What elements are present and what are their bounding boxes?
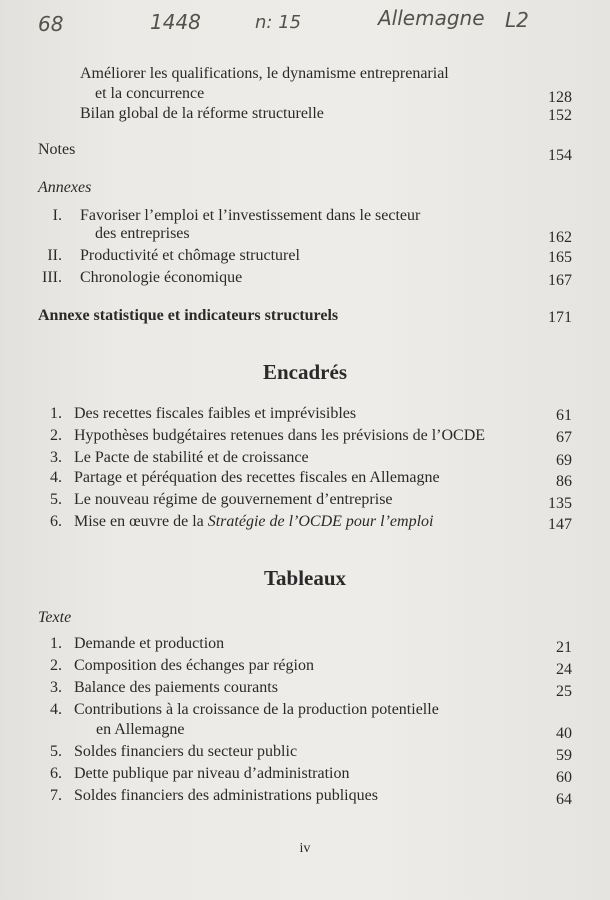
- handwritten-number: n: 15: [255, 12, 302, 33]
- handwritten-annotation: [0, 6, 610, 46]
- page-ref: 135: [548, 495, 572, 512]
- page-ref: 152: [548, 107, 572, 124]
- section-heading-tableaux: Tableaux: [263, 566, 347, 590]
- page-ref: 67: [556, 429, 572, 446]
- document-page: 68 1448 n: 15 Allemagne L2 Améliorer les qualifications, le dynamisme entreprenarial et la concurrence 128 Bilan global de la réforme structurelle 152 Notes 154 Annexes I. Favoriser l’emploi et l’investissement dans le secteur des entreprises 162 II. Productivité et chômage structurel 165 III. Chronologie économique 167 Annexe statistique et indicateurs structurels 171 Encadrés 1. Des recettes fiscales faibles et imprévisibles 61 2. Hypothèses budgétaires retenues dans les prévisions de l’OCDE 67 3. Le Pacte de stabilité et de croissance 69 4. Partage et péréquation des recettes fiscales en Allemagne 86 5. Le nouveau régime de gouvernement d’entreprise 135 6. Mise en œuvre de la Stratégie de l’OCDE pour l’emploi 147 Tableaux Texte 1. Demande et production 21 2. Composition des échanges par région 24 3. Balance des paiements courants 25 4. Contributions à la croissance de la production potentielle en Allemagne 40 5. Soldes financiers du secteur public 59 6. Dette publique par niveau d’administration 60 7. Soldes financiers des administrations publiques 64 iv: [0, 0, 610, 900]
- handwritten-ref: 68: [38, 12, 64, 36]
- page-ref: 24: [556, 661, 572, 678]
- page-ref: 128: [548, 89, 572, 106]
- page-ref: 147: [548, 516, 572, 533]
- page-ref: 154: [548, 147, 572, 164]
- section-heading-encadres: Encadrés: [263, 360, 347, 384]
- handwritten-country: Allemagne: [378, 6, 485, 30]
- page-ref: 86: [556, 473, 572, 490]
- page-ref: 69: [556, 452, 572, 469]
- handwritten-year: 1448: [150, 10, 201, 34]
- page-ref: 40: [556, 725, 572, 742]
- page-ref: 165: [548, 249, 572, 266]
- page-ref: 25: [556, 683, 572, 700]
- page-ref: 59: [556, 747, 572, 764]
- page-ref: 162: [548, 229, 572, 246]
- page-ref: 171: [548, 309, 572, 326]
- handwritten-code: L2: [505, 8, 529, 32]
- page-number: iv: [299, 841, 311, 856]
- page-ref: 64: [556, 791, 572, 808]
- page-ref: 61: [556, 407, 572, 424]
- page-ref: 60: [556, 769, 572, 786]
- page-ref: 21: [556, 639, 572, 656]
- page-ref: 167: [548, 272, 572, 289]
